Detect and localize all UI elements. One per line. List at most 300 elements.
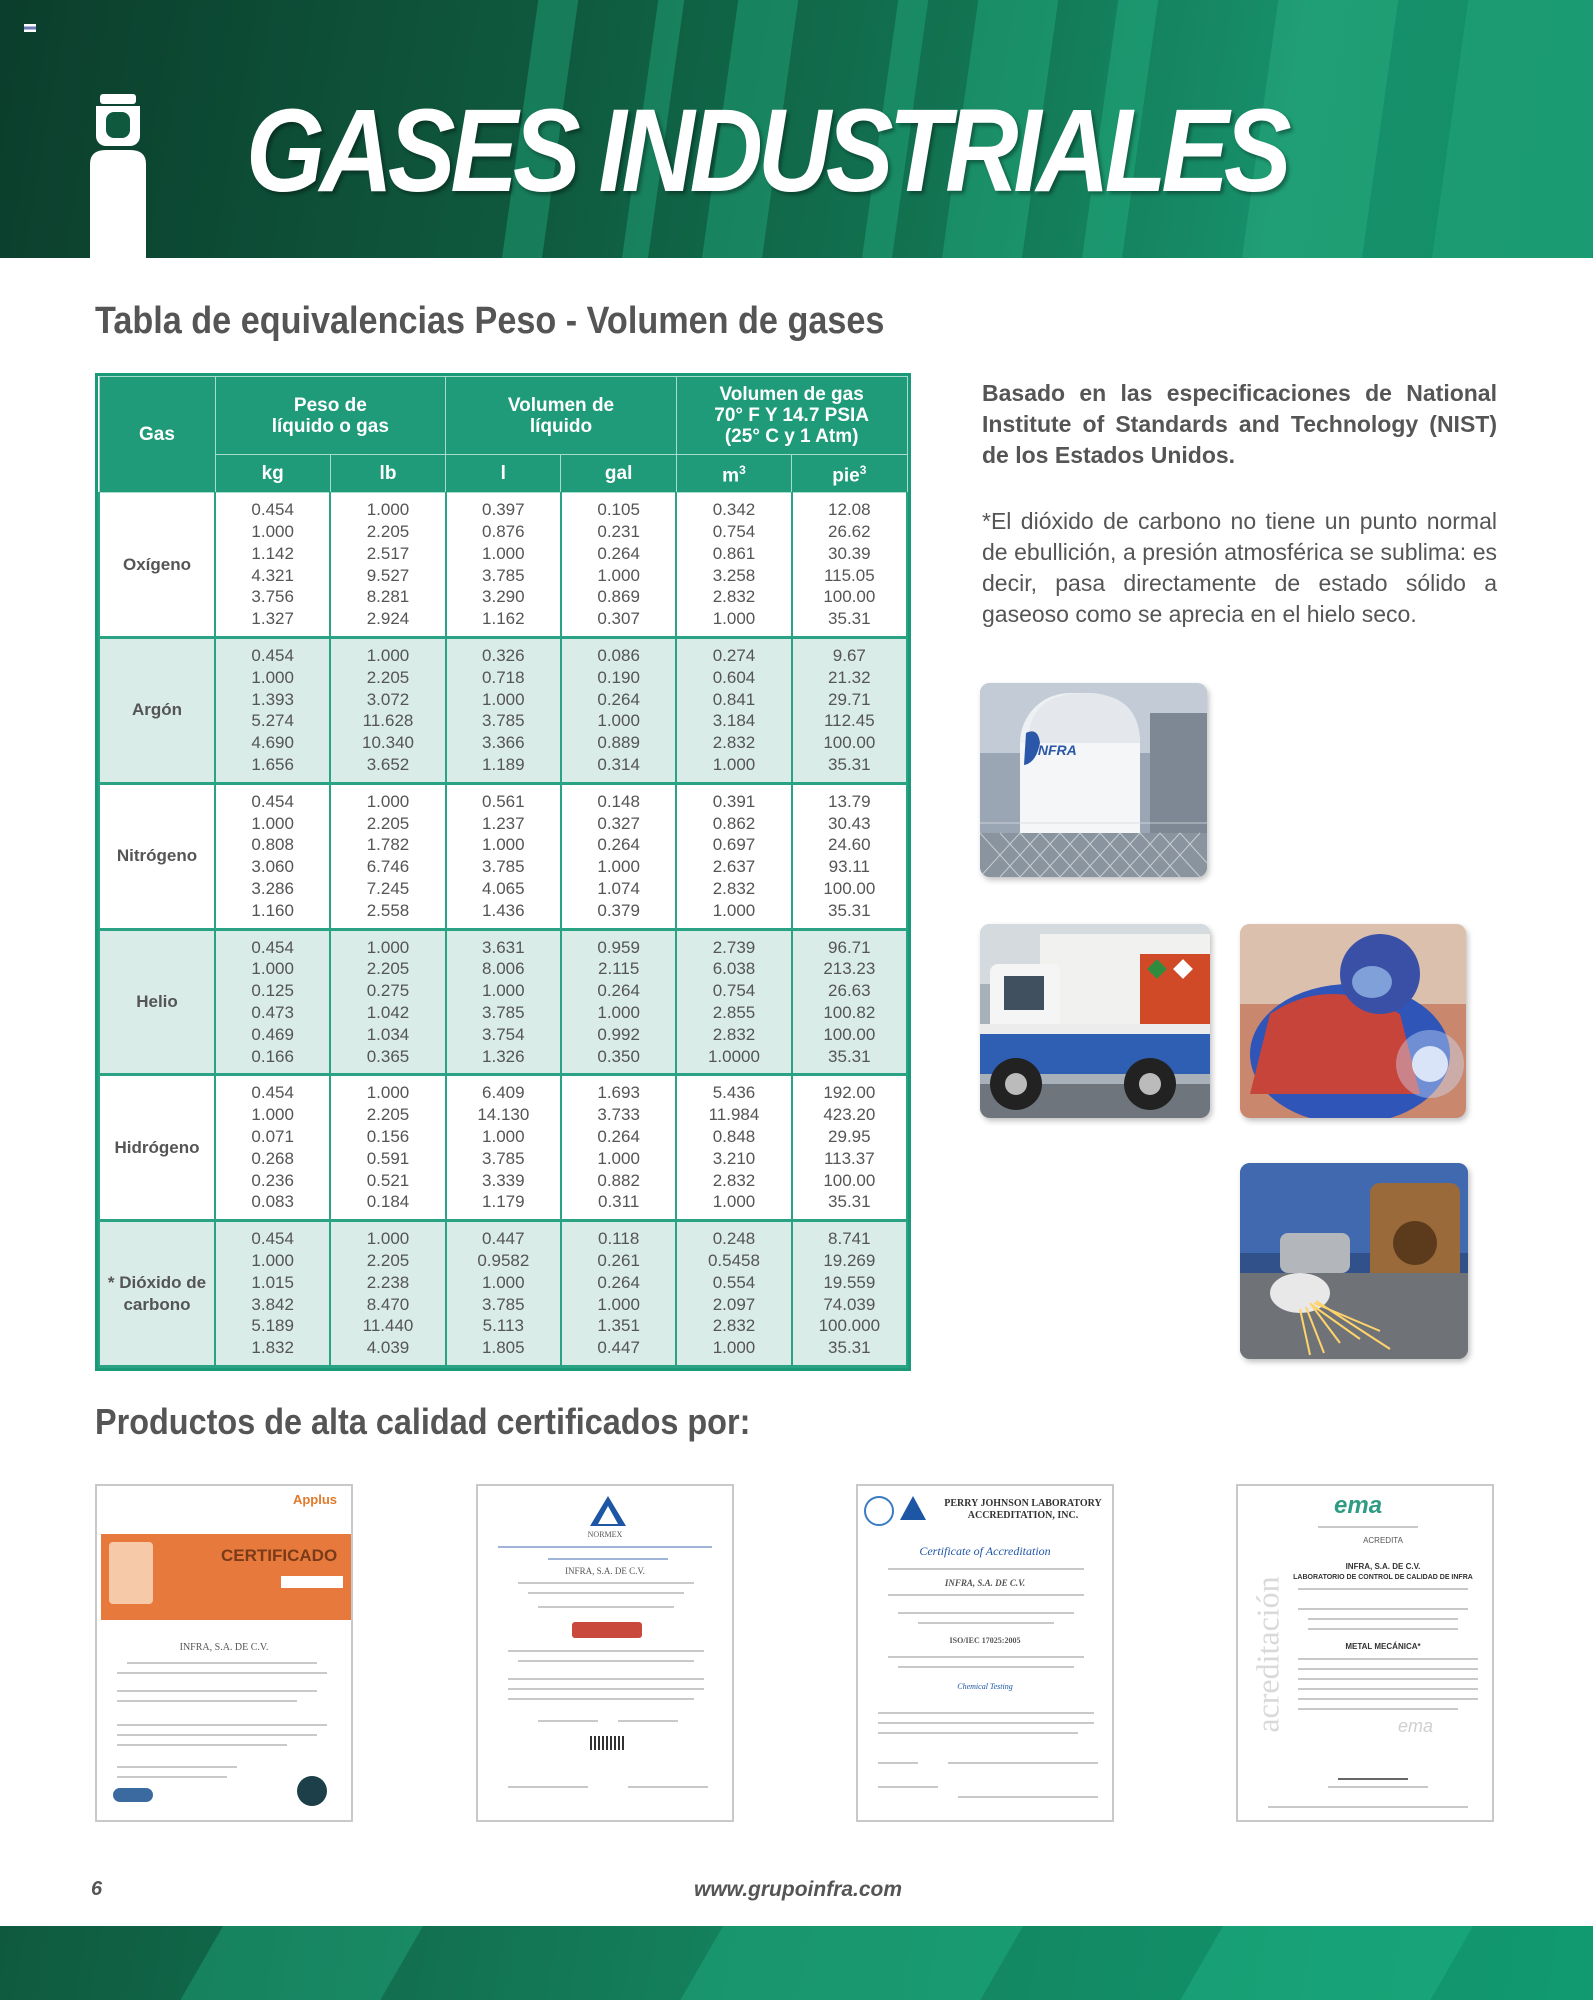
website-link[interactable]: www.grupoinfra.com	[694, 1878, 903, 1901]
table-value: 3.290	[482, 587, 525, 607]
table-value: 0.848	[712, 1126, 756, 1146]
table-value: 1.393	[251, 689, 294, 709]
table-value: 21.32	[828, 667, 871, 687]
table-value: 26.62	[828, 521, 871, 541]
table-value: 0.125	[251, 981, 294, 1001]
table-value: 1.832	[251, 1338, 294, 1358]
table-value: 2.205	[366, 813, 410, 833]
table-value: 1.000	[597, 565, 640, 585]
table-value: 2.832	[712, 1170, 756, 1190]
value-cell-l	[446, 1221, 561, 1367]
table-value: 1.326	[482, 1046, 525, 1066]
text-line	[948, 1762, 1098, 1764]
table-value: 0.391	[712, 791, 756, 811]
table-value: 0.105	[597, 500, 640, 520]
table-value: 35.31	[828, 1192, 871, 1212]
table-value: 96.71	[828, 937, 871, 957]
table-value: 2.558	[366, 900, 410, 920]
table-value: 0.326	[482, 646, 525, 665]
table-value: 6.746	[366, 857, 410, 877]
table-value: 2.832	[712, 878, 756, 898]
value-cell-lb	[330, 1075, 445, 1221]
value-cell-l	[446, 638, 561, 784]
table-value: 0.862	[712, 813, 756, 833]
table-value: 3.785	[482, 857, 525, 877]
table-value: 26.63	[828, 981, 871, 1001]
table-value: 2.115	[598, 959, 640, 979]
table-value: 2.517	[366, 543, 410, 563]
table-value: 5.189	[251, 1316, 294, 1336]
text-line	[1298, 1678, 1478, 1680]
signature-line	[628, 1786, 708, 1788]
text-line	[1298, 1608, 1468, 1610]
table-value: 0.454	[251, 1083, 294, 1103]
table-value: 0.447	[597, 1338, 640, 1358]
table-value: 0.264	[597, 689, 640, 709]
text-line	[618, 1720, 678, 1722]
table-value: 0.521	[366, 1170, 410, 1190]
header-m3-label: m	[722, 465, 740, 487]
table-value: 30.43	[828, 813, 871, 833]
table-value: 0.889	[597, 733, 640, 753]
text-line	[117, 1734, 317, 1736]
table-value: 9.527	[366, 565, 410, 585]
signature-icon	[1338, 1758, 1408, 1780]
table-value: 3.258	[712, 565, 756, 585]
text-line	[1318, 1526, 1418, 1528]
table-value: 1.162	[482, 609, 525, 629]
table-value: 1.000	[482, 981, 525, 1001]
pjla-field: Chemical Testing	[957, 1682, 1013, 1691]
table-value: 0.083	[251, 1192, 294, 1212]
value-cell-l	[446, 783, 561, 929]
footer-stripe	[671, 1926, 1029, 2000]
table-value: 3.842	[251, 1294, 294, 1314]
table-value: 4.065	[482, 878, 525, 898]
table-value: 13.79	[828, 791, 871, 811]
footer-stripe	[1171, 1926, 1479, 2000]
value-cell-gal	[561, 1221, 676, 1367]
table-value: 100.00	[823, 1024, 876, 1044]
text-line	[508, 1678, 704, 1680]
table-value: 423.20	[823, 1105, 876, 1125]
tank-illustration	[980, 683, 1207, 877]
table-value: 0.248	[712, 1229, 756, 1249]
table-value: 0.311	[598, 1192, 640, 1212]
table-value: 2.832	[712, 1024, 756, 1044]
table-value: 112.45	[823, 711, 875, 731]
table-row	[99, 783, 907, 929]
value-cell-kg	[215, 929, 330, 1075]
header-kg: kg	[215, 455, 330, 493]
table-value: 1.000	[366, 937, 410, 957]
table-value: 0.861	[712, 543, 756, 563]
table-value: 0.454	[251, 937, 294, 957]
table-value: 29.95	[828, 1126, 871, 1146]
table-value: 2.238	[366, 1272, 410, 1292]
header-lb: lb	[330, 455, 445, 493]
text-line	[127, 1662, 317, 1664]
header-gal: gal	[561, 455, 676, 493]
table-value: 5.436	[712, 1083, 756, 1103]
table-title: Tabla de equivalencias Peso - Volumen de gases	[95, 300, 885, 342]
header-peso	[215, 377, 446, 455]
table-value: 0.261	[597, 1250, 640, 1270]
table-row	[99, 1075, 907, 1221]
table-value: 0.314	[597, 754, 640, 774]
table-value: 213.23	[823, 959, 876, 979]
table-value: 1.142	[251, 543, 294, 563]
table-value: 1.042	[366, 1002, 410, 1022]
table-value: 1.074	[597, 878, 640, 898]
table-value: 0.236	[251, 1170, 294, 1190]
value-cell-l	[446, 493, 561, 638]
table-value: 1.000	[366, 1083, 410, 1103]
table-value: 100.00	[823, 1170, 876, 1190]
table-value: 0.754	[712, 521, 756, 541]
table-value: 3.785	[482, 1002, 525, 1022]
table-value: 1.160	[251, 900, 294, 920]
table-value: 0.869	[597, 587, 640, 607]
table-value: 3.366	[482, 733, 525, 753]
table-value: 12.08	[828, 500, 871, 520]
value-cell-m3	[676, 1075, 791, 1221]
applus-seal-icon	[109, 1542, 153, 1604]
table-value: 19.559	[823, 1272, 876, 1292]
table-value: 3.785	[482, 565, 525, 585]
page-number: 6	[91, 1878, 103, 1900]
text-line	[538, 1720, 598, 1722]
table-value: 1.000	[712, 609, 756, 629]
table-value: 3.785	[482, 711, 525, 731]
gas-cylinder-icon	[86, 94, 150, 258]
table-value: 1.805	[482, 1338, 525, 1358]
ema-lab: LABORATORIO DE CONTROL DE CALIDAD DE INFRA	[1293, 1574, 1473, 1581]
table-value: 3.733	[597, 1105, 640, 1125]
table-value: 2.739	[712, 937, 756, 957]
table-value: 0.591	[366, 1148, 410, 1168]
header-volumen-gas-line1: Volumen de gas	[719, 384, 864, 405]
value-cell-kg	[215, 638, 330, 784]
normex-brand: NORMEX	[587, 1530, 623, 1539]
pjla-logo-icon	[898, 1494, 928, 1522]
pjla-standard: ISO/IEC 17025:2005	[949, 1636, 1021, 1645]
table-value: 0.9582	[477, 1250, 530, 1270]
nist-note: Basado en las especificaciones de National Institute of Standards and Technology (NIST) de los Estados Unidos.	[982, 380, 1497, 468]
ema-logo: ema	[1334, 1492, 1383, 1519]
gas-name-cell: * Dióxido de carbono	[99, 1221, 215, 1367]
table-value: 1.656	[251, 754, 294, 774]
table-value: 2.205	[366, 959, 410, 979]
table-value: 11.440	[362, 1316, 414, 1336]
text-line	[1298, 1688, 1478, 1690]
table-value: 3.785	[482, 1148, 525, 1168]
table-value: 1.000	[712, 1192, 756, 1212]
welder-photo	[1240, 924, 1466, 1118]
table-value: 2.832	[712, 1316, 756, 1336]
text-line	[1308, 1628, 1458, 1630]
text-line	[117, 1724, 327, 1726]
table-value: 1.000	[251, 667, 294, 687]
table-value: 35.31	[828, 754, 871, 774]
equivalence-table	[95, 373, 911, 1371]
ema-certificate	[1236, 1484, 1494, 1822]
pjla-brand-line1: PERRY JOHNSON LABORATORY	[944, 1498, 1102, 1509]
table-value: 35.31	[828, 1338, 871, 1358]
table-value: 4.039	[366, 1338, 410, 1358]
text-line	[1298, 1658, 1478, 1660]
table-value: 0.327	[597, 813, 640, 833]
gas-name-cell: Oxígeno	[99, 493, 215, 638]
table-value: 1.000	[482, 1126, 525, 1146]
table-value: 35.31	[828, 609, 871, 629]
table-value: 35.31	[828, 900, 871, 920]
table-value: 1.179	[482, 1192, 525, 1212]
gas-name-cell: Hidrógeno	[99, 1075, 215, 1221]
table-value: 0.156	[366, 1126, 410, 1146]
header-pie3	[792, 455, 907, 493]
gas-name-cell: Argón	[99, 638, 215, 784]
header-volumen-gas-line2: 70° F Y 14.7 PSIA	[714, 405, 870, 426]
table-value: 8.741	[828, 1229, 871, 1249]
text-line	[508, 1698, 694, 1700]
table-value: 3.652	[366, 754, 410, 774]
table-value: 0.264	[597, 543, 640, 563]
text-line	[1328, 1786, 1428, 1788]
signature-line	[508, 1786, 588, 1788]
gas-name-cell: Helio	[99, 929, 215, 1075]
table-value: 1.000	[251, 521, 294, 541]
table-value: 1.000	[482, 1272, 525, 1292]
table-value: 1.000	[597, 1002, 640, 1022]
table-value: 1.189	[482, 754, 525, 774]
table-value: 0.397	[482, 500, 525, 520]
table-value: 3.210	[712, 1148, 756, 1168]
text-line	[888, 1568, 1084, 1570]
table-value: 0.231	[597, 521, 640, 541]
table-value: 2.205	[366, 521, 410, 541]
table-value: 4.321	[251, 565, 294, 585]
accreditation-logo-icon	[113, 1788, 153, 1802]
text-line	[117, 1766, 237, 1768]
table-value: 93.11	[828, 857, 870, 877]
value-cell-l	[446, 1075, 561, 1221]
gas-name-cell: Nitrógeno	[99, 783, 215, 929]
table-value: 1.000	[482, 835, 525, 855]
table-value: 0.959	[597, 937, 640, 957]
table-value: 3.756	[251, 587, 294, 607]
table-value: 3.184	[712, 711, 756, 731]
table-value: 0.882	[597, 1170, 640, 1190]
table-value: 2.097	[712, 1294, 756, 1314]
text-line	[878, 1722, 1094, 1724]
applus-heading: CERTIFICADO	[221, 1546, 338, 1565]
value-cell-gal	[561, 638, 676, 784]
table-value: 5.274	[251, 711, 294, 731]
table-value: 0.118	[598, 1229, 640, 1249]
table-value: 0.697	[712, 835, 756, 855]
table-value: 1.237	[482, 813, 525, 833]
value-cell-pie3	[792, 783, 907, 929]
value-cell-m3	[676, 783, 791, 929]
table-value: 19.269	[823, 1250, 876, 1270]
flag-icon	[24, 24, 36, 32]
value-cell-gal	[561, 493, 676, 638]
table-value: 1.327	[251, 609, 294, 629]
table-value: 0.264	[597, 835, 640, 855]
truck-photo	[980, 924, 1210, 1118]
table-value: 1.000	[251, 1105, 294, 1125]
table-value: 0.379	[597, 900, 640, 920]
seal-icon	[297, 1776, 327, 1806]
table-value: 1.000	[366, 1229, 410, 1249]
table-value: 0.071	[251, 1126, 294, 1146]
table-value: 11.984	[708, 1105, 760, 1125]
value-cell-kg	[215, 1221, 330, 1367]
value-cell-pie3	[792, 1075, 907, 1221]
footer-stripe	[171, 1926, 429, 2000]
table-value: 30.39	[828, 543, 871, 563]
table-value: 5.113	[482, 1316, 524, 1336]
table-value: 1.000	[597, 711, 640, 731]
table-value: 8.281	[366, 587, 410, 607]
text-line	[498, 1546, 712, 1548]
table-value: 2.832	[712, 733, 756, 753]
table-value: 1.000	[482, 689, 525, 709]
table-value: 0.275	[366, 981, 410, 1001]
table-value: 1.000	[482, 543, 525, 563]
value-cell-kg	[215, 493, 330, 638]
pjla-heading: Certificate of Accreditation	[919, 1544, 1051, 1558]
ema-company: INFRA, S.A. DE C.V.	[1345, 1562, 1421, 1571]
table-value: 3.060	[251, 857, 294, 877]
table-value: 2.855	[712, 1002, 756, 1022]
table-value: 74.039	[823, 1294, 876, 1314]
table-row	[99, 493, 907, 638]
table-value: 1.000	[597, 1148, 640, 1168]
table-value: 192.00	[823, 1083, 876, 1103]
table-value: 0.718	[482, 667, 525, 687]
table-value: 0.166	[251, 1046, 294, 1066]
header-m3	[676, 455, 791, 493]
value-cell-lb	[330, 929, 445, 1075]
co2-note: *El dióxido de carbono no tiene un punto normal de ebullición, a presión atmosférica se sublima: es decir, pasa directamente de estado sólido a gaseoso como se aprecia en el hielo seco.	[982, 508, 1497, 627]
table-value: 3.631	[482, 937, 525, 957]
applus-company: INFRA, S.A. DE C.V.	[179, 1642, 269, 1653]
grinder-photo	[1240, 1163, 1468, 1359]
value-cell-gal	[561, 783, 676, 929]
table-value: 1.015	[251, 1272, 294, 1292]
table-value: 2.205	[366, 1250, 410, 1270]
ema-watermark: ema	[1398, 1716, 1434, 1736]
table-row	[99, 638, 907, 784]
certificates-title: Productos de alta calidad certificados por:	[95, 1401, 751, 1442]
value-cell-kg	[215, 1075, 330, 1221]
text-line	[538, 1606, 674, 1608]
text-line	[918, 1622, 1054, 1624]
table-value: 0.992	[597, 1024, 640, 1044]
ema-side-text: acreditación	[1249, 1576, 1286, 1733]
value-cell-l	[446, 929, 561, 1075]
table-value: 6.038	[712, 959, 756, 979]
welder-illustration	[1240, 924, 1466, 1118]
applus-certificate	[95, 1484, 353, 1822]
table-value: 0.454	[251, 1229, 294, 1249]
table-value: 35.31	[828, 1046, 871, 1066]
table-value: 1.000	[597, 1294, 640, 1314]
table-value: 3.339	[482, 1170, 525, 1190]
table-value: 0.274	[712, 646, 756, 665]
table-value: 0.604	[712, 667, 756, 687]
perry-johnson-certificate	[856, 1484, 1114, 1822]
table-value: 1.782	[366, 835, 410, 855]
pjla-brand-line2: ACCREDITATION, INC.	[967, 1510, 1079, 1521]
table-value: 1.436	[482, 900, 525, 920]
table-value: 113.37	[823, 1148, 875, 1168]
table-value: 2.205	[366, 1105, 410, 1125]
table-value: 6.409	[482, 1083, 525, 1103]
ema-heading: ACREDITA	[1363, 1536, 1403, 1545]
table-value: 0.342	[712, 500, 756, 520]
text-line	[1308, 1618, 1458, 1620]
table-value: 2.924	[366, 609, 410, 629]
text-line	[117, 1690, 317, 1692]
table-value: 7.245	[366, 878, 410, 898]
footer-band	[0, 1926, 1593, 2000]
text-line	[1268, 1806, 1468, 1808]
table-value: 0.5458	[707, 1250, 760, 1270]
table-value: 0.447	[482, 1229, 525, 1249]
header-volumen-liquido-label: Volumen de líquido	[507, 394, 615, 437]
text-line	[898, 1666, 1074, 1668]
text-line	[508, 1688, 704, 1690]
text-line	[878, 1786, 938, 1788]
text-line	[528, 1592, 684, 1594]
table-value: 1.000	[597, 857, 640, 877]
table-value: 0.841	[712, 689, 756, 709]
table-value: 3.754	[482, 1024, 525, 1044]
header-pie3-sup: 3	[859, 463, 867, 478]
table-value: 0.264	[597, 1126, 640, 1146]
value-cell-m3	[676, 1221, 791, 1367]
table-value: 8.470	[366, 1294, 410, 1314]
text-line	[1298, 1698, 1478, 1700]
table-value: 1.000	[366, 646, 410, 665]
table-value: 0.561	[482, 791, 525, 811]
table-value: 1.000	[251, 813, 294, 833]
table-value: 100.00	[823, 733, 876, 753]
text-line	[1298, 1588, 1468, 1590]
value-cell-gal	[561, 1075, 676, 1221]
value-cell-lb	[330, 493, 445, 638]
table-value: 0.184	[366, 1192, 410, 1212]
value-cell-m3	[676, 493, 791, 638]
table-value: 1.000	[366, 500, 410, 520]
text-line	[898, 1612, 1074, 1614]
table-value: 1.0000	[707, 1046, 760, 1066]
tank-label: INFRA	[1034, 742, 1077, 758]
table-value: 0.268	[251, 1148, 294, 1168]
table-value: 11.628	[362, 711, 414, 731]
value-cell-lb	[330, 638, 445, 784]
table-value: 0.754	[712, 981, 756, 1001]
table-value: 0.808	[251, 835, 294, 855]
header-m3-sup: 3	[739, 463, 746, 478]
header-volumen-liquido	[446, 377, 677, 455]
value-cell-pie3	[792, 929, 907, 1075]
text-line	[508, 1650, 704, 1652]
value-cell-pie3	[792, 493, 907, 638]
